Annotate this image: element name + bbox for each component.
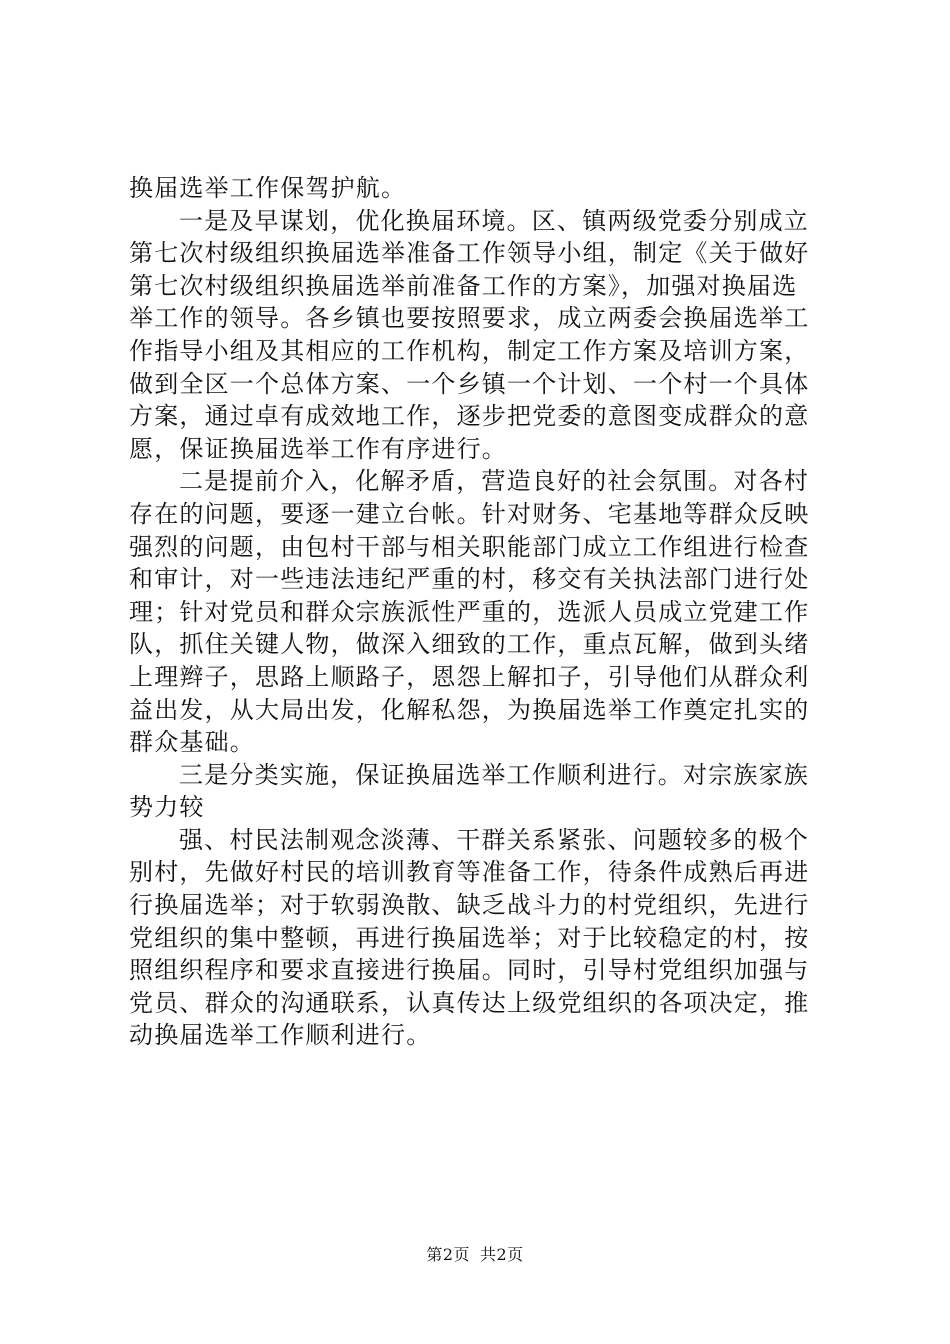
text-line: 势力较 (129, 793, 205, 822)
document-body (129, 172, 831, 1052)
text-line: 举工作的领导。各乡镇也要按照要求，成立两委会换届选举工 (129, 304, 810, 333)
text-line: 一是及早谋划，优化换届环境。区、镇两级党委分别成立 (179, 206, 809, 235)
text-line: 照组织程序和要求直接进行换届。同时，引导村党组织加强与 (129, 956, 810, 985)
text-line: 换届选举工作保驾护航。 (129, 174, 407, 202)
text-line: 方案，通过卓有成效地工作，逐步把党委的意图变成群众的意 (129, 402, 810, 431)
text-line: 二是提前介入，化解矛盾，营造良好的社会氛围。对各村 (179, 467, 809, 496)
text-line: 第七次村级组织换届选举准备工作领导小组，制定《关于做好 (129, 239, 810, 268)
text-line: 做到全区一个总体方案、一个乡镇一个计划、一个村一个具体 (129, 369, 810, 398)
page-footer (0, 1242, 950, 1265)
text-line: 队，抓住关键人物，做深入细致的工作，重点瓦解，做到头绪 (129, 630, 810, 659)
text-line: 愿，保证换届选举工作有序进行。 (129, 434, 507, 463)
page-total: 共2页 (480, 1245, 524, 1264)
text-line: 党组织的集中整顿，再进行换届选举；对于比较稳定的村，按 (129, 923, 810, 952)
page-number: 第2页 (426, 1245, 470, 1264)
text-line: 第七次村级组织换届选举前准备工作的方案》，加强对换届选 (129, 271, 798, 300)
text-line: 三是分类实施，保证换届选举工作顺利进行。对宗族家族 (179, 760, 809, 789)
text-line: 上理辫子，思路上顺路子，恩怨上解扣子，引导他们从群众利 (129, 662, 810, 691)
text-line: 党员、群众的沟通联系，认真传达上级党组织的各项决定，推 (129, 988, 810, 1017)
text-line: 存在的问题，要逐一建立台帐。针对财务、宅基地等群众反映 (129, 499, 810, 528)
text-line: 作指导小组及其相应的工作机构，制定工作方案及培训方案， (129, 336, 810, 365)
text-line: 群众基础。 (129, 728, 255, 757)
text-line: 行换届选举；对于软弱涣散、缺乏战斗力的村党组织，先进行 (129, 891, 810, 920)
text-line: 动换届选举工作顺利进行。 (129, 1021, 432, 1050)
text-line: 理；针对党员和群众宗族派性严重的，选派人员成立党建工作 (129, 597, 810, 626)
text-line: 别村，先做好村民的培训教育等准备工作，待条件成熟后再进 (129, 858, 810, 887)
text-line: 强烈的问题，由包村干部与相关职能部门成立工作组进行检查 (129, 532, 810, 561)
text-line: 和审计，对一些违法违纪严重的村，移交有关执法部门进行处 (129, 565, 810, 594)
text-line: 益出发，从大局出发，化解私怨，为换届选举工作奠定扎实的 (129, 695, 810, 724)
text-line: 强、村民法制观念淡薄、干群关系紧张、问题较多的极个 (179, 825, 809, 854)
